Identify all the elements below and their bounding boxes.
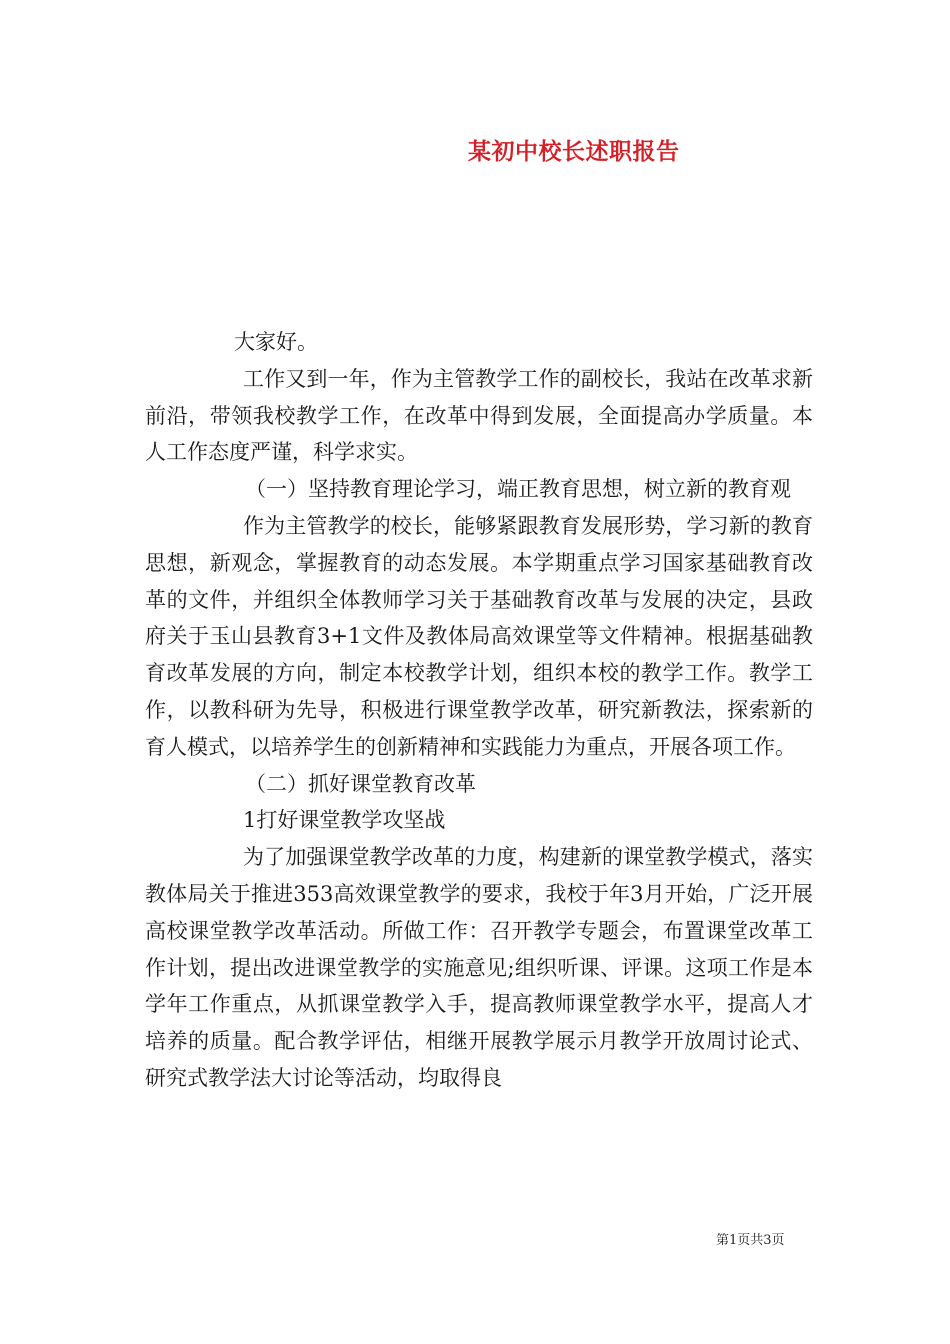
page-number-footer: 第1页共3页 xyxy=(716,1233,785,1248)
section-heading-1: （一）坚持教育理论学习，端正教育思想，树立新的教育观 xyxy=(245,477,791,502)
document-body xyxy=(145,324,813,1097)
subsection-heading-1: 1打好课堂教学攻坚战 xyxy=(243,808,446,833)
section-heading-2: （二）抓好课堂教育改革 xyxy=(245,771,476,796)
document-title: 某初中校长述职报告 xyxy=(468,138,680,165)
subsection-1-paragraph: 为了加强课堂教学改革的力度，构建新的课堂教学模式，落实教体局关于推进353高效课堂教学的要求，我校于年3月开始，广泛开展高校课堂教学改革活动。所做工作：召开教学专题会，布置课堂改革工作计划，提出改进课堂教学的实施意见;组织听课、评课。这项工作是本学年工作重点，从抓课堂教学入手，提高教师课堂教学水平，提高人才培养的质量。配合教学评估，相继开展教学展示月教学开放周讨论式、研究式教学法大讨论等活动，均取得良 xyxy=(145,845,813,1090)
section-1-paragraph: 作为主管教学的校长，能够紧跟教育发展形势，学习新的教育思想，新观念，掌握教育的动态发展。本学期重点学习国家基础教育改革的文件，并组织全体教师学习关于基础教育改革与发展的决定，县政府关于玉山县教育3+1文件及教体局高效课堂等文件精神。根据基础教育改革发展的方向，制定本校教学计划，组织本校的教学工作。教学工作，以教科研为先导，积极进行课堂教学改革，研究新教法，探索新的育人模式，以培养学生的创新精神和实践能力为重点，开展各项工作。 xyxy=(145,513,813,759)
greeting-paragraph: 大家好。 xyxy=(234,330,318,354)
intro-paragraph: 工作又到一年，作为主管教学工作的副校长，我站在改革求新前沿，带领我校教学工作，在改革中得到发展，全面提高办学质量。本人工作态度严谨，科学求实。 xyxy=(145,366,813,465)
